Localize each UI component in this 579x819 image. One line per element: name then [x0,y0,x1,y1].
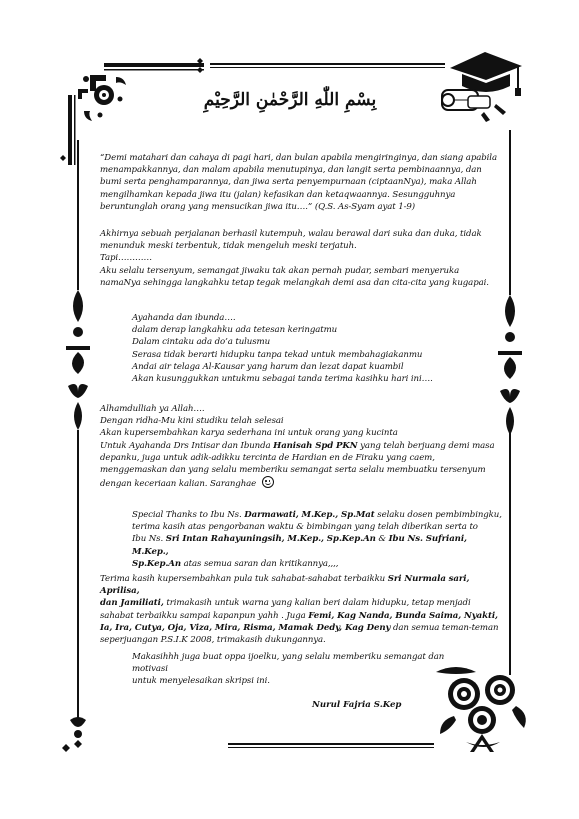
friends-text: trimakasih untuk warna yang kalian beri dalam hidupku, tetap menjadi [166,598,471,609]
closing-line: untuk menyelesaikan skripsi ini. [132,676,270,687]
thanks-text: Special Thanks to Ibu Ns. [132,510,242,520]
thanks-text: Ibu Ns. [132,534,164,545]
intro-line: Akhirnya sebuah perjalanan berhasil kutempuh, walau berawal dari suka dan duka, tidak [100,229,482,239]
examiner-name: Sri Intan Rahayuningsih, M.Kep., Sp.Kep.An [165,534,376,545]
gratitude-line: Alhamdulliah ya Allah…. [100,404,205,414]
intro-line: namaNya sehingga langkahku tetap tegak melangkah demi asa dan cita-cita yang kugapai. [100,277,489,288]
thanks-line [132,533,502,557]
graduation-cap-icon [440,40,530,130]
intro-line: menunduk meski terbentuk, tidak mengeluh meski terjatuh. [100,241,357,252]
top-border-line-thin [210,67,445,68]
gratitude-line: Dengan ridha-Mu kini studiku telah selesai [100,416,284,427]
thanks-text: selaku dosen pembimbingku, [377,510,502,520]
poem-line: Akan kusunggukkan untukmu sebagai tanda terima kasihku hari ini…. [132,374,433,385]
quran-quote-paragraph [100,152,500,213]
gratitude-paragraph [100,403,500,490]
poem-block [132,312,492,385]
author-signature: Nurul Fajria S.Kep [312,700,402,710]
friends-line [100,622,500,634]
right-border-lower [509,430,511,675]
friends-paragraph [100,573,500,646]
gratitude-line: menggemaskan dan yang selalu memberiku semangat serta selalu membuatku tersenyum [100,465,486,476]
friend-names: Sri Nurmala sari, Aprilisa, [100,574,470,597]
gratitude-line [100,440,500,452]
friends-line [100,573,500,597]
quote-line: mengilhamkan kepada jiwa itu (jalan) kefasikan dan ketaqwaannya. Sesungguhnya [100,189,456,200]
friends-text: Terima kasih kupersembahkan pula tuk sahabat-sahabat terbaikku [100,574,386,584]
friends-line [100,597,500,609]
gratitude-text: dengan keceriaan kalian. Saranghae [100,479,257,490]
friends-text: sahabat terbaikku sampai kapanpun yahh . Juga [100,610,306,621]
gratitude-text: dan Ibunda [222,440,271,451]
poem-line: Ayahanda dan ibunda…. [132,313,236,323]
left-border-lower [77,430,79,700]
quote-line: menampakkannya, dan malam apabila menutupinya, dan langit serta pembinaannya, dan [100,165,482,176]
bottom-border-line [228,743,434,745]
examiner-name: Ibu Ns. Sufriani, M.Kep., [132,534,467,557]
examiner-title: Sp.Kep.An [132,558,181,569]
poem-line: dalam derap langkahku ada tetesan keringatmu [132,325,338,336]
friend-names: Ia, Ira, Cutya, Oja, Viza, Mira, Risma, Mamak Dedy, Kag Deny [100,622,391,633]
friends-line: seperjuangan P.S.I.K 2008, trimakasih dukungannya. [100,635,326,646]
friends-text: dan semua teman-teman [393,622,499,633]
poem-line: Serasa tidak berarti hidupku tanpa tekad untuk membahagiakanmu [132,349,423,360]
gratitude-text: Untuk Ayahanda Drs Intisar [100,440,220,451]
right-border-upper [509,130,511,295]
bottom-border-line-thin [228,747,434,748]
bottom-left-corner-ornament-icon [60,690,130,760]
quote-line: “Demi matahari dan cahaya di pagi hari, dan bulan apabila mengiringinya, dan siang apabila [100,153,497,163]
left-side-ornament-icon [62,290,94,430]
intro-line: Aku selalu tersenyum, semangat jiwaku tak akan pernah pudar, sembari menyeruka [100,265,460,276]
quote-line: bumi serta penghamparannya, dan jiwa serta penyempurnaan (ciptaanNya), maka Allah [100,177,477,188]
closing-paragraph [132,651,472,688]
thanks-text: & [378,534,386,545]
intro-line: Tapi………… [100,253,153,264]
gratitude-line: Akan kupersembahkan karya sederhana ini untuk orang yang kucinta [100,428,398,439]
gratitude-line [100,476,500,490]
intro-paragraph [100,228,500,289]
friends-line [100,610,500,622]
poem-line: Dalam cintaku ada do’a tulusmu [132,337,271,348]
top-left-corner-ornament-icon [60,55,210,165]
supervisor-name: Darmawati, M.Kep., Sp.Mat [244,510,375,520]
gratitude-text: yang telah berjuang demi masa [360,440,495,451]
friend-names: Femi, Kag Nanda, Bunda Saima, Nyakti, [308,610,498,621]
quote-line: beruntunglah orang yang mensucikan jiwa itu….” (Q.S. As-Syam ayat 1-9) [100,201,416,212]
thanks-line [132,509,502,521]
thanks-line [132,558,502,570]
bismillah-calligraphy: بِسْمِ اللّٰهِ الرَّحْمٰنِ الرَّحِيْمِ [203,90,377,110]
gratitude-line: depanku, juga untuk adik-adikku tercinta de Hardian en de Firaku yang caem, [100,452,435,463]
smiley-icon [262,476,274,488]
top-border-line [210,63,445,65]
poem-line: Andai air telaga Al-Kausar yang harum dan lezat dapat kuambil [132,361,404,372]
mother-name: Hanisah Spd PKN [273,440,358,451]
special-thanks-paragraph [132,509,502,570]
thanks-line: terima kasih atas pengorbanan waktu & bimbingan yang telah diberikan serta to [132,522,478,533]
friend-names: dan Jamiliati, [100,598,164,609]
thanks-text: atas semua saran dan kritikannya,,,, [183,558,339,569]
closing-line: Makasihhh juga buat oppa ijoelku, yang selalu memberiku semangat dan motivasi [132,652,445,675]
